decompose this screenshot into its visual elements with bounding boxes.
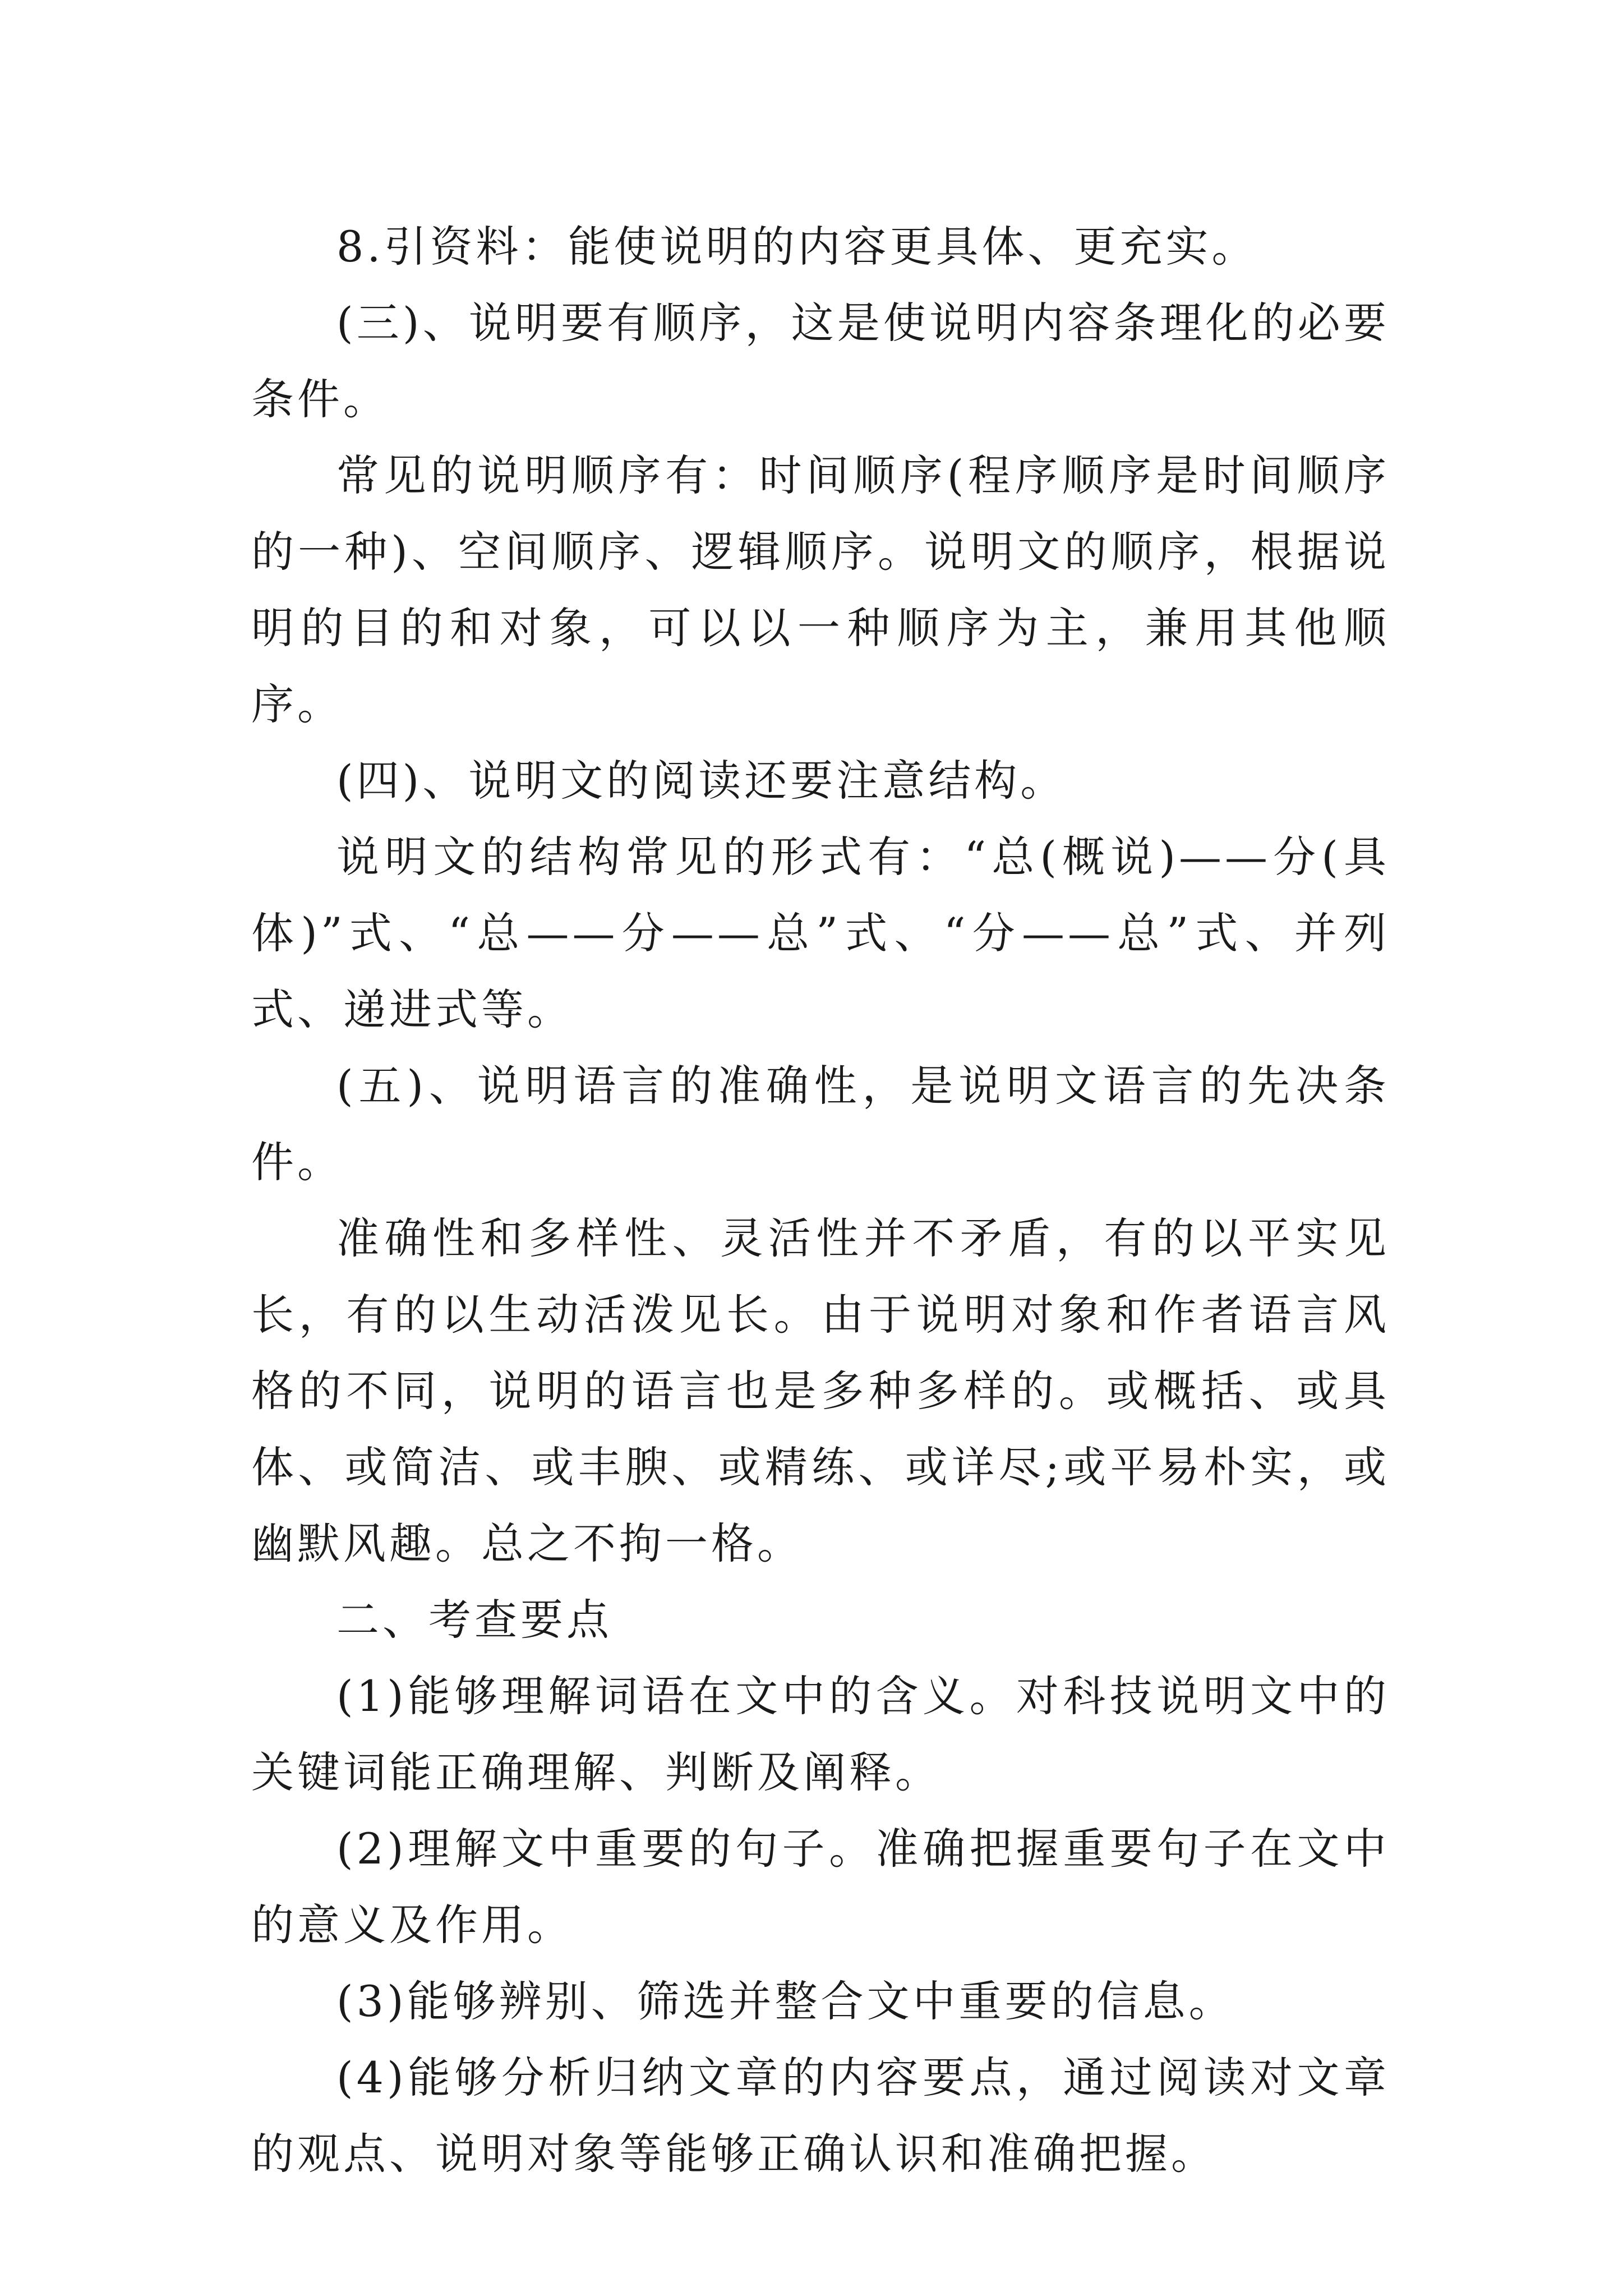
paragraph-order-types: 常见的说明顺序有：时间顺序(程序顺序是时间顺序的一种)、空间顺序、逻辑顺序。说明文的顺序，根据说明的目的和对象，可以以一种顺序为主，兼用其他顺序。 [251,450,1390,729]
paragraph-cite-material: 8.引资料：能使说明的内容更具体、更充实。 [336,222,1258,272]
paragraph-section-five: (五)、说明语言的准确性，是说明文语言的先决条件。 [251,1061,1390,1187]
paragraph-language-variety: 准确性和多样性、灵活性并不矛盾，有的以平实见长，有的以生动活泼见长。由于说明对象和作者语言风格的不同，说明的语言也是多种多样的。或概括、或具体、或简洁、或丰腴、或精练、或详尽;或平易朴实，或幽默风趣。总之不拘一格。 [251,1213,1390,1568]
document-body [251,209,1390,2192]
paragraph-structure-forms: 说明文的结构常见的形式有：“总(概说)——分(具体)”式、“总——分——总”式、“分——总”式、并列式、递进式等。 [251,832,1390,1034]
section-heading-key-points: 二、考查要点 [336,1595,612,1645]
paragraph-section-three: (三)、说明要有顺序，这是使说明内容条理化的必要条件。 [251,298,1390,424]
list-item-point-2: (2)理解文中重要的句子。准确把握重要句子在文中的意义及作用。 [251,1824,1390,1950]
list-item-point-3: (3)能够辨别、筛选并整合文中重要的信息。 [336,1976,1235,2026]
list-item-point-4: (4)能够分析归纳文章的内容要点，通过阅读对文章的观点、说明对象等能够正确认识和准确把握。 [251,2053,1390,2179]
paragraph-section-four: (四)、说明文的阅读还要注意结构。 [336,756,1067,806]
list-item-point-1: (1)能够理解词语在文中的含义。对科技说明文中的关键词能正确理解、判断及阐释。 [251,1671,1390,1797]
